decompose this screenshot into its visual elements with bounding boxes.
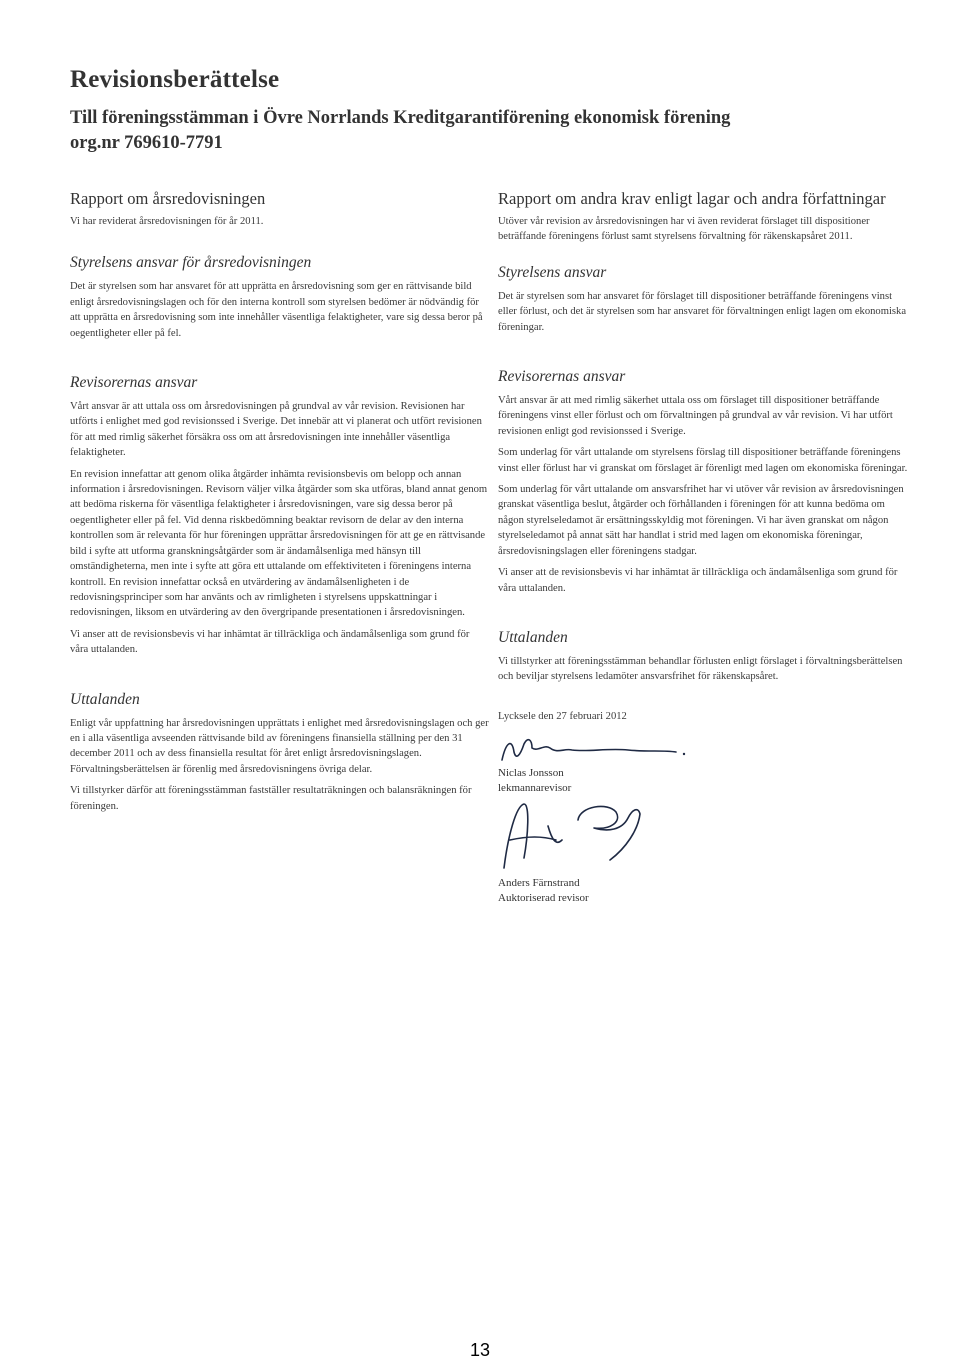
board-responsibility-text: Det är styrelsen som har ansvaret för förslaget till dispositioner beträffande föreningens vinst eller förlust, och det är styrelsen som har ansvaret för förvaltningen enligt lagen om ekonomiska föreningar. — [498, 290, 907, 333]
auditors-paragraph: Vi anser att de revisionsbevis vi har inhämtat är tillräckliga och ändamålsenliga som grund för våra uttalanden. — [498, 567, 898, 594]
left-column — [70, 188, 490, 820]
board-responsibility-heading: Styrelsens ansvar — [498, 263, 607, 281]
board-responsibility-text: Det är styrelsen som har ansvaret för att upprätta en årsredovisning som ger en rättvisande bild enligt årsredovisningslagen och för den interna kontroll som styrelsen bedömer är nödvändig för att upprätta en årsredovisning som inte innehåller väsentliga felaktigheter, vare sig dessa beror på oegentligheter eller på fel. — [70, 281, 483, 339]
document-title: Revisionsberättelse — [70, 66, 280, 93]
signature-anders-farnstrand — [498, 796, 718, 876]
auditors-paragraph: Som underlag för vårt uttalande om styrelsens förslag till dispositioner beträffande föreningens vinst eller förlust har vi granskat om förslaget är förenligt med lagen om ekonomiska föreningar. — [498, 447, 908, 474]
annual-report-intro: Vi har reviderat årsredovisningen för år 2011. — [70, 216, 264, 227]
other-requirements-heading: Rapport om andra krav enligt lagar och andra författningar — [498, 189, 886, 208]
document-subtitle — [70, 106, 900, 156]
annual-report-heading: Rapport om årsredovisningen — [70, 189, 266, 208]
statements-paragraph: Vi tillstyrker därför att föreningsstämman fastställer resultaträkningen och balansräkningen för föreningen. — [70, 785, 472, 812]
statements-paragraph: Enligt vår uppfattning har årsredovisningen upprättats i enlighet med årsredovisningslagen och ger en i alla väsentliga avseenden rättvisande bild av föreningens finansiella ställning per den 31 december 2011 och av dess finansiella resultat för året enligt årsredovisningslagen. Förvaltningsberättelsen är förenlig med årsredovisningens övriga delar. — [70, 717, 489, 775]
auditors-responsibility-heading: Revisorernas ansvar — [498, 368, 626, 386]
signer-name: Niclas Jonsson — [498, 767, 564, 780]
board-responsibility-heading: Styrelsens ansvar för årsredovisningen — [70, 254, 312, 272]
auditors-paragraph: Som underlag för vårt uttalande om ansvarsfrihet har vi utöver vår revision av årsredovisningen granskat väsentliga beslut, åtgärder och förhållanden i föreningen för att kunna bedöma om någon styrelseledamot är ersättningsskyldig mot föreningen. Vi har även granskat om någon styrelseledamot på annat sätt har handlat i strid med lagen om ekonomiska föreningar, årsredovisningslagen eller föreningens stadgar. — [498, 484, 904, 557]
auditors-paragraph: En revision innefattar att genom olika åtgärder inhämta revisionsbevis om belopp och annan information i årsredovisningen. Revisorn väljer vilka åtgärder som ska utföras, bland annat genom att bedöma riskerna för väsentliga felaktigheter i årsredovisningen, vare sig dessa beror på oegentligheter eller på fel. Vid denna riskbedömning beaktar revisorn de delar av den interna kontrollen som är relevanta för hur föreningen upprättar årsredovisningen för att ge en rättvisande bild i syfte att utforma granskningsåtgärder som är ändamålsenliga med hänsyn till omständigheterna, men inte i syfte att göra ett uttalande om effektiviteten i föreningens interna kontroll. En revision innefattar också en utvärdering av ändamålsenligheten i de redovisningsprinciper som har använts och av rimligheten i styrelsens uppskattningar i redovisningen, liksom en utvärdering av den övergripande presentationen i årsredovisningen. — [70, 468, 488, 619]
signer-name: Anders Färnstrand — [498, 877, 580, 890]
statements-heading: Uttalanden — [498, 628, 568, 646]
other-requirements-intro: Utöver vår revision av årsredovisningen har vi även reviderat förslaget till dispositioner beträffande föreningens förlust samt styrelsens förvaltning för räkenskapsåret 2011. — [498, 216, 870, 243]
subtitle-association: Till föreningsstämman i Övre Norrlands Kreditgarantiförening ekonomisk förening — [70, 108, 731, 128]
statements-heading: Uttalanden — [70, 690, 140, 708]
signer-title: Auktoriserad revisor — [498, 892, 589, 905]
signature-niclas-jonsson — [498, 730, 718, 766]
statements-paragraph: Vi tillstyrker att föreningsstämman behandlar förlusten enligt förslaget i förvaltningsberättelsen och beviljar styrelsens ledamöter ansvarsfrihet för räkenskapsåret. — [498, 655, 903, 683]
place-and-date: Lycksele den 27 februari 2012 — [498, 710, 627, 722]
auditors-paragraph: Vårt ansvar är att uttala oss om årsredovisningen på grundval av vår revision. Revisionen har utförts i enlighet med god revisionssed i Sverige. Det innebär att vi planerat och utfört revisionen för att med rimlig säkerhet försäkra oss om att årsredovisningen inte innehåller väsentliga felaktigheter. — [70, 401, 482, 459]
page-number: 13 — [469, 1340, 491, 1360]
auditors-paragraph: Vi anser att de revisionsbevis vi har inhämtat är tillräckliga och ändamålsenliga som grund för våra uttalanden. — [70, 628, 470, 656]
right-column — [498, 188, 910, 906]
signer-title: lekmannarevisor — [498, 782, 572, 795]
auditors-responsibility-heading: Revisorernas ansvar — [70, 374, 198, 392]
subtitle-org-number: org.nr 769610-7791 — [70, 133, 223, 153]
signature-block — [498, 730, 910, 906]
auditors-paragraph: Vårt ansvar är att med rimlig säkerhet uttala oss om förslaget till dispositioner beträffande föreningens vinst eller förlust och om förvaltningen på grundval av vår revision. Vi har utfört revisionen enligt god revisionssed i Sverige. — [498, 395, 893, 437]
